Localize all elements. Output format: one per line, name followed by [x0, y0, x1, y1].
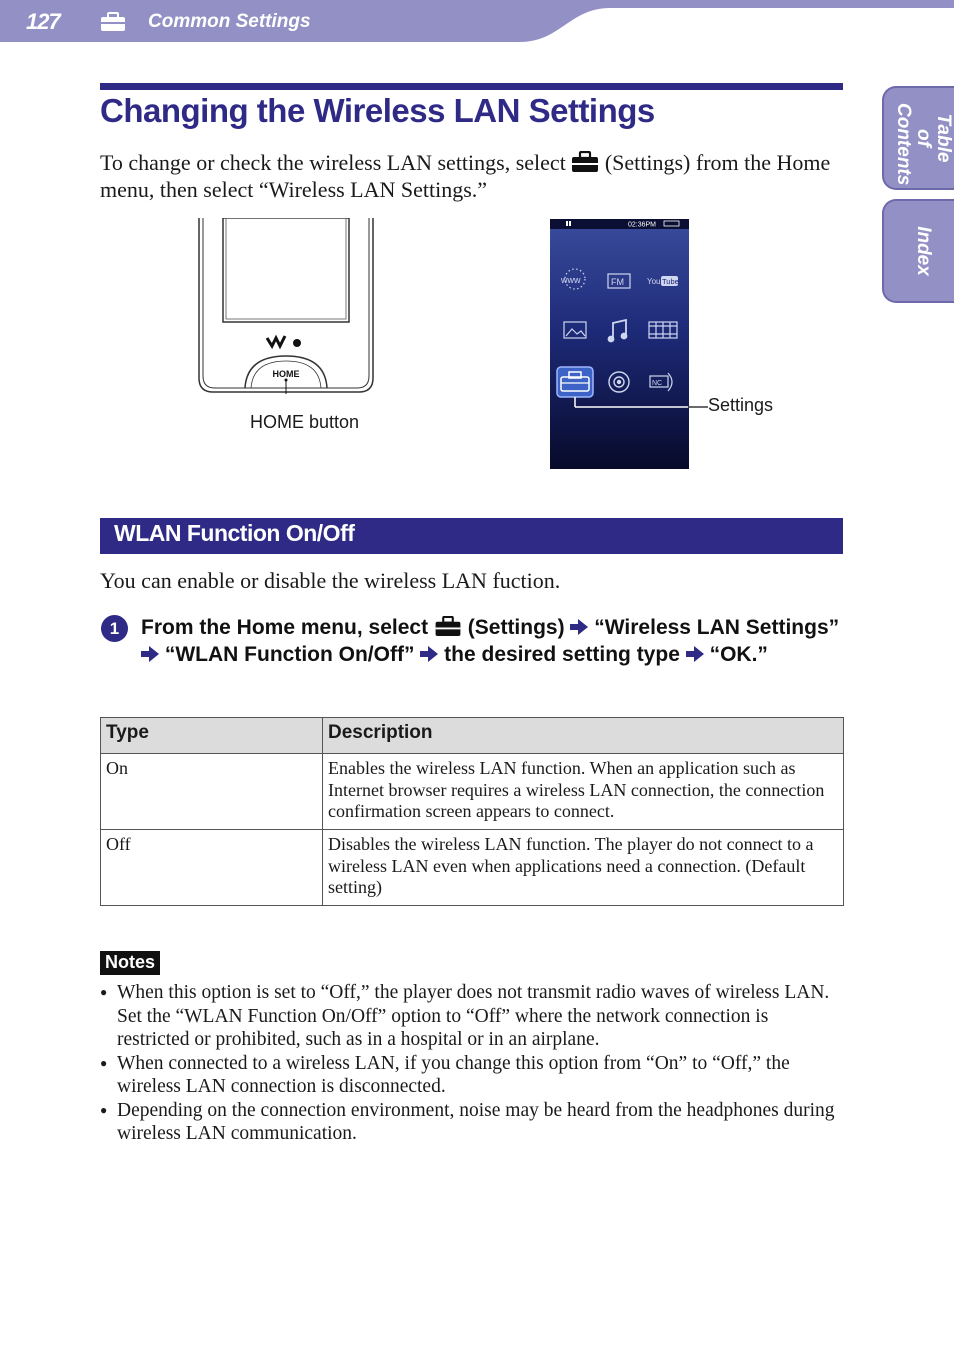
notes-list — [100, 981, 844, 1146]
intro-before: To change or check the wireless LAN settings, select — [100, 150, 566, 175]
table-header-type: Type — [101, 718, 323, 754]
title-rule — [100, 83, 843, 90]
settings-toolbox-icon — [571, 151, 599, 173]
table-cell-type: On — [101, 754, 323, 830]
home-button-caption: HOME button — [250, 412, 360, 432]
section-name: Common Settings — [148, 11, 311, 32]
walkman-logo-icon — [267, 336, 285, 346]
intro-paragraph — [100, 149, 840, 203]
step-part-1: From the Home menu, select — [141, 616, 429, 639]
list-item: ● When connected to a wireless LAN, if you change this option from “On” to “Off,” the wireless LAN connection is disconnected. — [100, 1052, 844, 1099]
settings-table — [100, 717, 844, 906]
step-part-5: the desired setting type — [444, 643, 680, 666]
home-button-label: HOME — [272, 369, 300, 379]
tab-table-of-contents[interactable] — [882, 86, 954, 190]
home-menu-screen — [550, 219, 689, 469]
svg-text:NC: NC — [652, 380, 663, 387]
youtube-icon — [647, 276, 679, 286]
arrow-right-icon — [570, 619, 588, 635]
notes-label: Notes — [100, 951, 160, 975]
table-row — [101, 830, 844, 906]
list-item: ● When this option is set to “Off,” the player does not transmit radio waves of wireless LAN. Set the “WLAN Function On/Off” option to “Off” where the network connection is restricted or prohibited, such as in a hospital or in an airplane. — [100, 981, 844, 1052]
svg-text:You: You — [647, 277, 661, 286]
step-instruction — [141, 614, 841, 668]
table-cell-description: Disables the wireless LAN function. The player do not connect to a wireless LAN even when applications need a connection. (Default setting) — [323, 830, 844, 906]
settings-callout-line — [688, 406, 708, 408]
svg-text:Tube: Tube — [662, 277, 679, 286]
player-illustration — [195, 218, 377, 394]
arrow-right-icon — [141, 646, 159, 662]
settings-caption: Settings — [708, 395, 774, 415]
section-intro: You can enable or disable the wireless LAN fuction. — [100, 568, 561, 593]
svg-text:FM: FM — [611, 277, 624, 287]
table-row — [101, 754, 844, 830]
arrow-right-icon — [686, 646, 704, 662]
header-band — [0, 0, 954, 42]
step-part-3: “Wireless LAN Settings” — [594, 616, 840, 639]
page-number: 127 — [26, 9, 60, 34]
list-item: ● Depending on the connection environment, noise may be heard from the headphones during wireless LAN communication. — [100, 1099, 844, 1146]
table-cell-description: Enables the wireless LAN function. When an application such as Internet browser requires a wireless LAN connection, the connection confirmation screen appears to connect. — [323, 754, 844, 830]
step-part-6: “OK.” — [709, 643, 768, 666]
step-part-2: (Settings) — [467, 616, 565, 639]
intro-after: (Settings) from the Home menu, then select “Wireless LAN Settings.” — [100, 150, 831, 202]
tab-toc-label: Table of Contents — [893, 103, 954, 186]
step-number-badge: 1 — [101, 615, 128, 642]
table-header-row — [101, 718, 844, 754]
table-header-description: Description — [323, 718, 844, 754]
page-title: Changing the Wireless LAN Settings — [100, 92, 655, 129]
toolbox-icon — [100, 12, 126, 32]
arrow-right-icon — [420, 646, 438, 662]
tab-index[interactable] — [882, 199, 954, 303]
section-title: WLAN Function On/Off — [114, 520, 355, 546]
table-cell-type: Off — [101, 830, 323, 906]
step-part-4: “WLAN Function On/Off” — [164, 643, 415, 666]
svg-text:www: www — [561, 275, 581, 285]
settings-toolbox-icon — [434, 616, 462, 637]
tab-index-label: Index — [913, 226, 934, 276]
screen-clock: 02:36PM — [628, 221, 657, 229]
